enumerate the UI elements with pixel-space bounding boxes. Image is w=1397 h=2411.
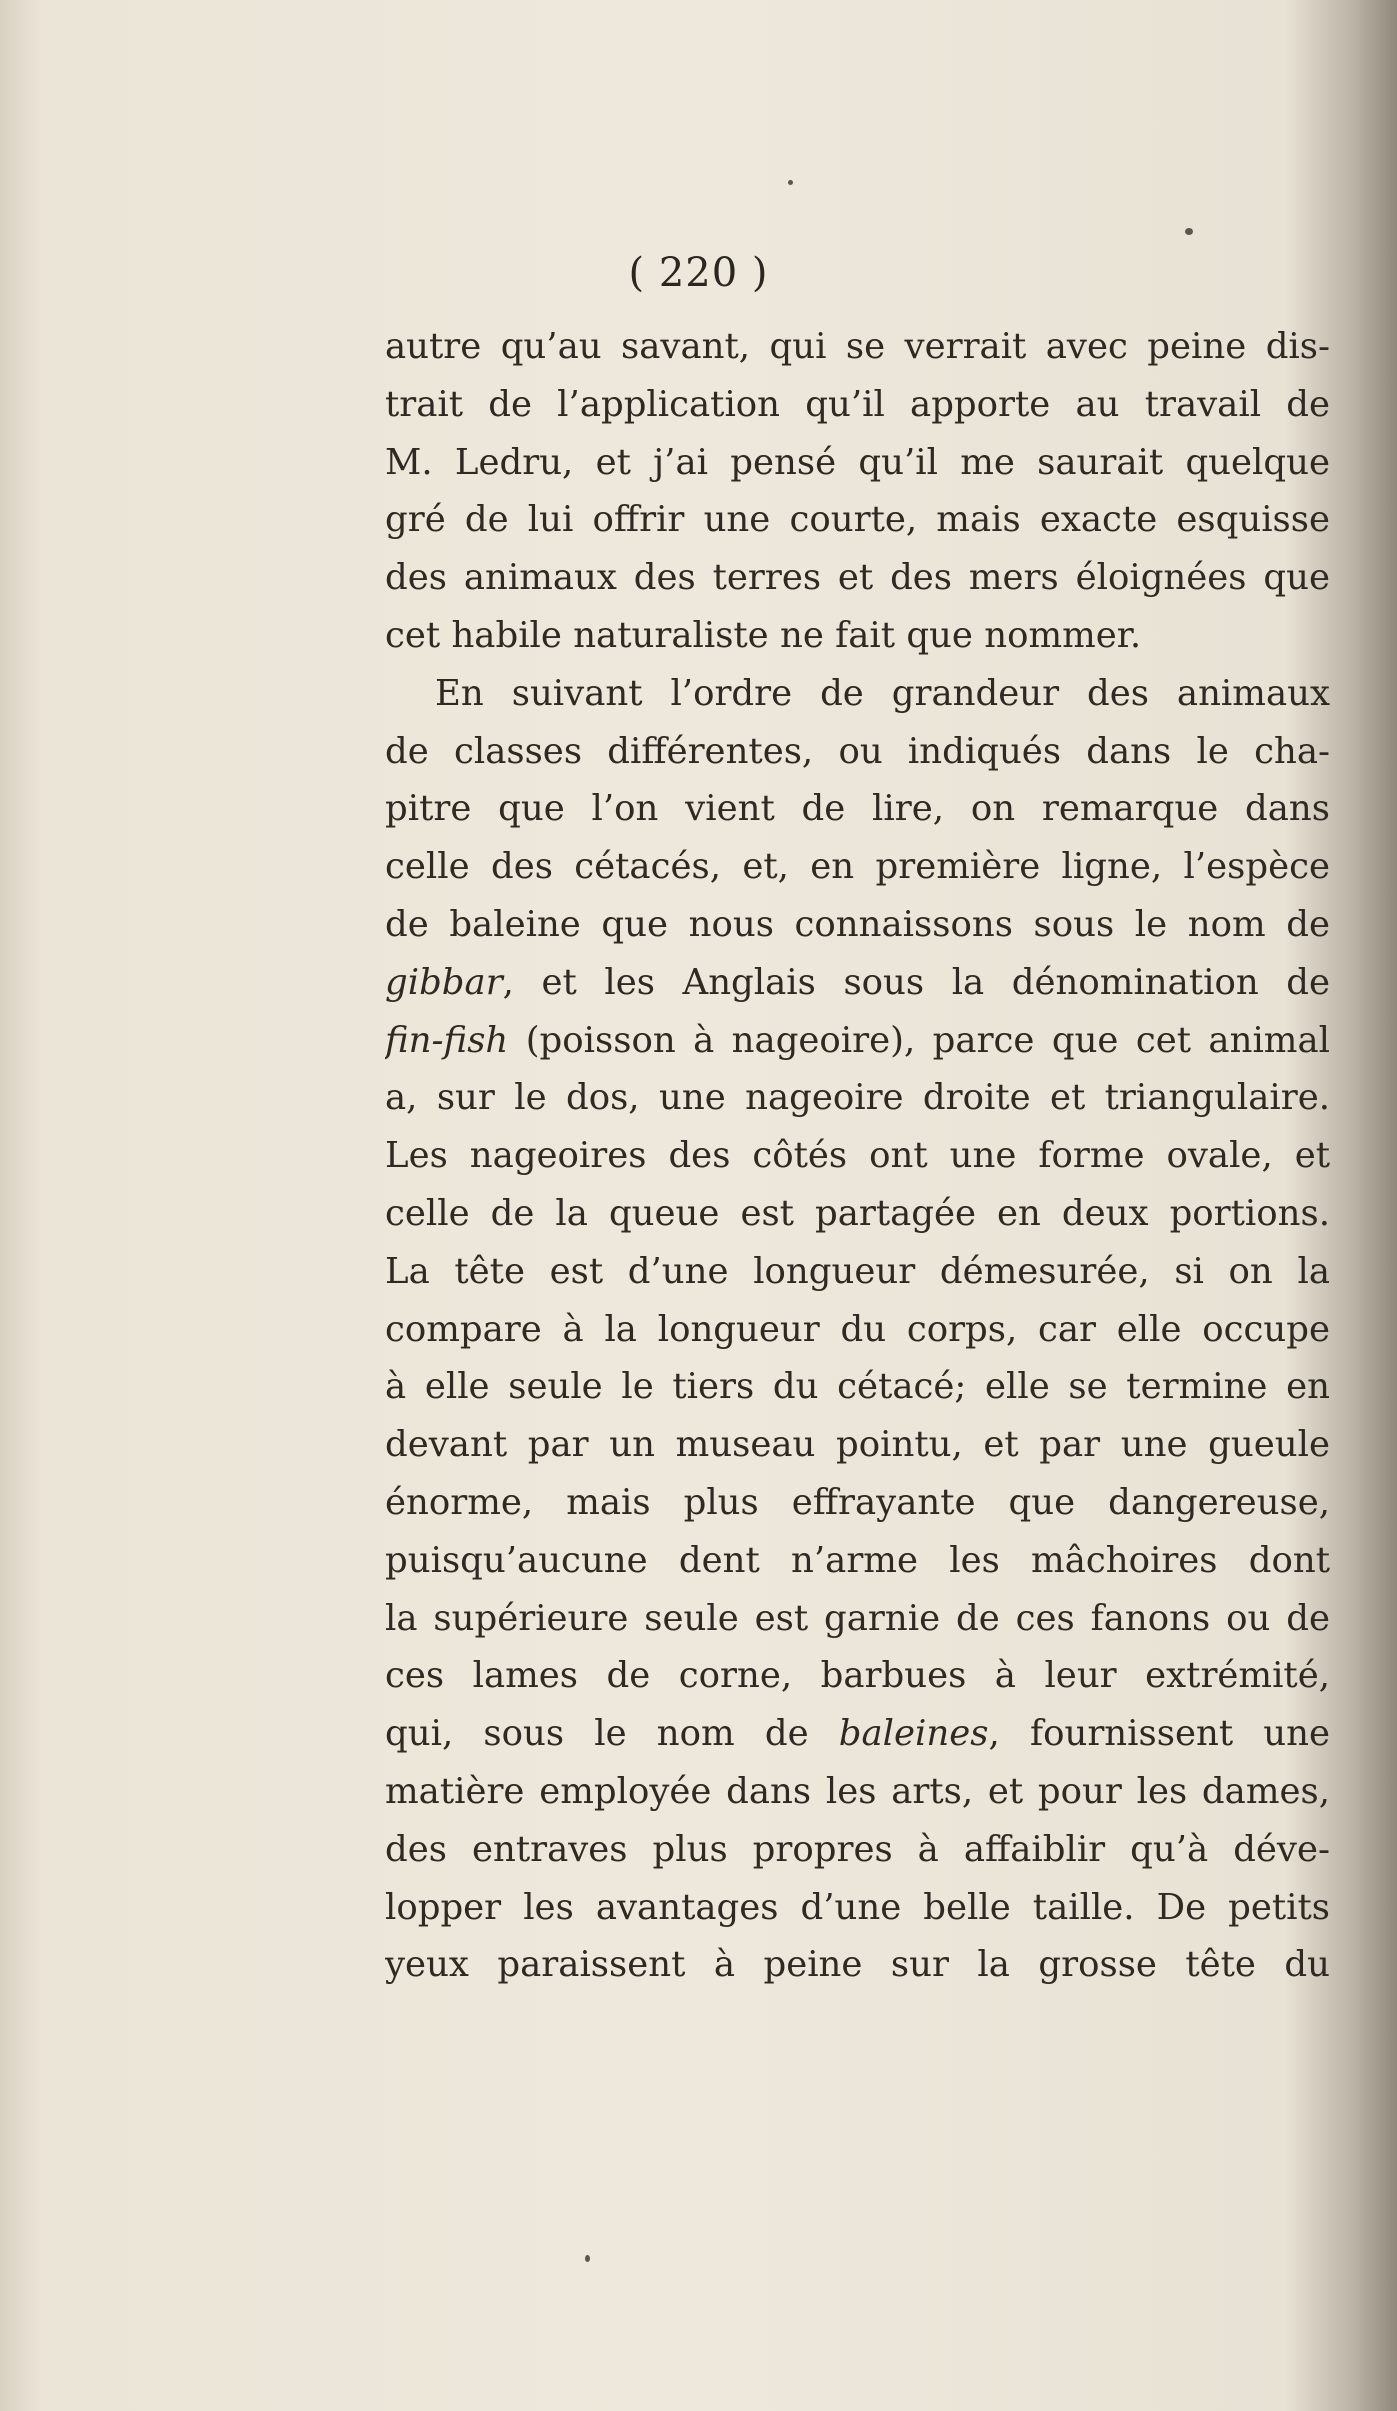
- ink-speck: [788, 180, 793, 185]
- text-line: gré de lui offrir une courte, mais exacte esquisse: [385, 499, 1330, 541]
- text-line: Les nageoires des côtés ont une forme ovale, et: [385, 1135, 1330, 1177]
- text-line: compare à la longueur du corps, car elle occupe: [385, 1308, 1330, 1350]
- text-line: qui, sous le nom de baleines, fournissent une: [385, 1713, 1330, 1755]
- text-line: énorme, mais plus effrayante que dangereuse,: [385, 1481, 1330, 1523]
- ink-speck: [1185, 228, 1193, 235]
- text-line: des animaux des terres et des mers éloignées que: [385, 557, 1330, 599]
- italic-term: fin-fish: [385, 1019, 509, 1061]
- text-line: gibbar, et les Anglais sous la dénomination de: [385, 961, 1330, 1003]
- text-line: la supérieure seule est garnie de ces fanons ou de: [385, 1597, 1330, 1639]
- text-line: puisqu’aucune dent n’arme les mâchoires dont: [385, 1539, 1330, 1581]
- text-line: fin-fish (poisson à nageoire), parce que cet animal: [385, 1019, 1330, 1061]
- text-line: à elle seule le tiers du cétacé; elle se termine en: [385, 1366, 1330, 1408]
- body-text: [385, 318, 1330, 1994]
- text-line: celle de la queue est partagée en deux portions.: [385, 1192, 1330, 1234]
- text-line: lopper les avantages d’une belle taille. De petits: [385, 1886, 1330, 1928]
- text-line: matière employée dans les arts, et pour les dames,: [385, 1770, 1330, 1812]
- text-line: celle des cétacés, et, en première ligne, l’espèce: [385, 846, 1330, 888]
- page-number: ( 220 ): [628, 250, 769, 296]
- text-line: devant par un museau pointu, et par une gueule: [385, 1424, 1330, 1466]
- text-line: ces lames de corne, barbues à leur extrémité,: [385, 1655, 1330, 1697]
- text-line: autre qu’au savant, qui se verrait avec peine dis-: [385, 326, 1330, 367]
- text-line: trait de l’application qu’il apporte au travail de: [385, 383, 1330, 425]
- ink-speck: [585, 2255, 590, 2262]
- text-line: a, sur le dos, une nageoire droite et triangulaire.: [385, 1077, 1330, 1119]
- text-line: de classes différentes, ou indiqués dans le cha-: [385, 730, 1330, 772]
- text-line: cet habile naturaliste ne fait que nommer.: [385, 614, 1142, 656]
- text-line: de baleine que nous connaissons sous le nom de: [385, 903, 1330, 945]
- text-line: yeux paraissent à peine sur la grosse tête du: [385, 1944, 1330, 1986]
- text-line: M. Ledru, et j’ai pensé qu’il me saurait quelque: [385, 441, 1330, 483]
- italic-term: baleines: [838, 1713, 989, 1755]
- text-line: des entraves plus propres à affaiblir qu’à déve-: [385, 1828, 1330, 1870]
- italic-term: gibbar: [385, 961, 503, 1003]
- text-line: En suivant l’ordre de grandeur des animaux: [435, 672, 1330, 714]
- text-line: pitre que l’on vient de lire, on remarque dans: [385, 788, 1330, 830]
- text-line: La tête est d’une longueur démesurée, si on la: [385, 1250, 1330, 1292]
